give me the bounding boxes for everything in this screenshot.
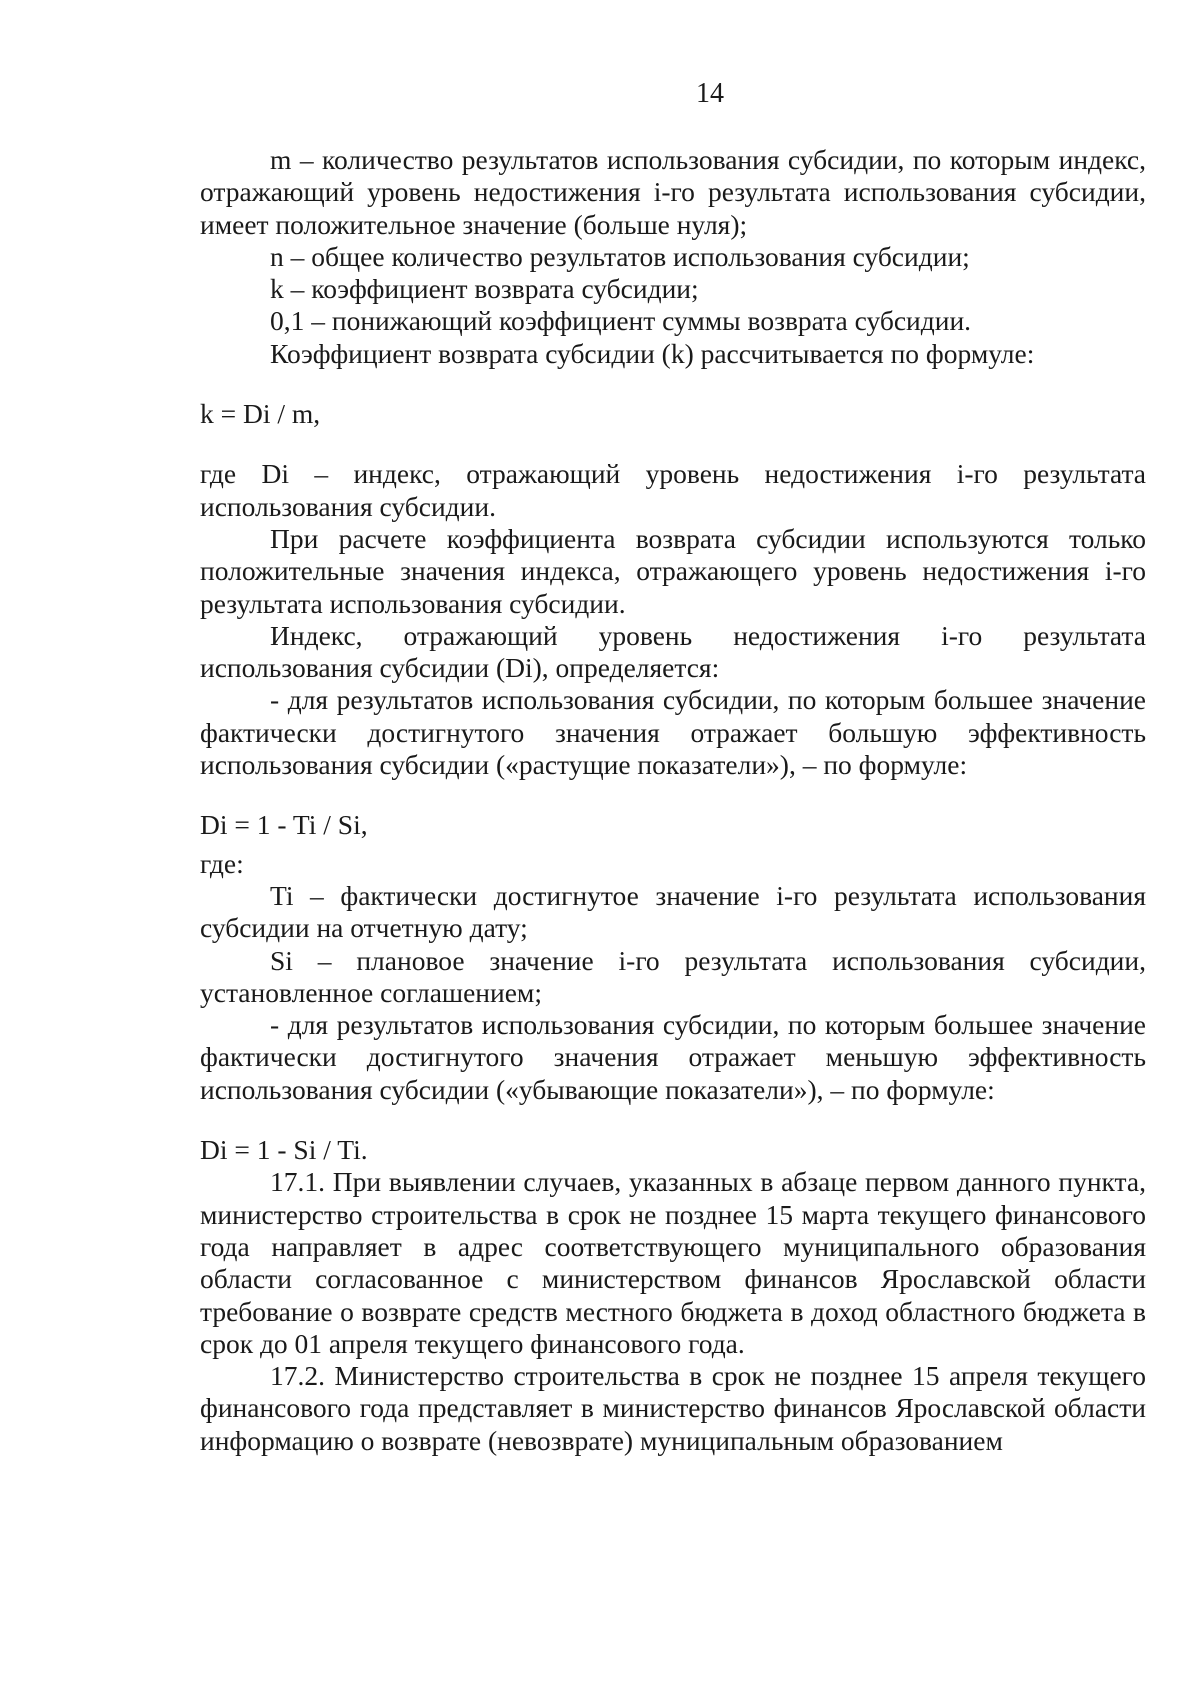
paragraph-growing-indicators: - для результатов использования субсидии, по которым большее значение фактически достигнутого значения отражает большую эффективность использования субсидии («растущие показатели»), – по формуле: [200,684,1146,781]
paragraph-reducing-coefficient: 0,1 – понижающий коэффициент суммы возврата субсидии. [270,305,972,337]
paragraph-ti-definition: Ti – фактически достигнутое значение i-го результата использования субсидии на отчетную дату; [200,879,1146,944]
paragraph-k-definition: k – коэффициент возврата субсидии; [270,273,699,305]
paragraph-di-definition: где Di – индекс, отражающий уровень недостижения i-го результата использования субсидии. [200,458,1146,522]
paragraph-17-1: 17.1. При выявлении случаев, указанных в абзаце первом данного пункта, министерство строительства в срок не позднее 15 марта текущего финансового года направляет в адрес соответствующего муниципального образования области согласованное с министерством финансов Ярославской области требование о возврате средств местного бюджета в доход областного бюджета в срок до 01 апреля текущего финансового года. [200,1166,1146,1359]
paragraph-where: где: [200,847,244,879]
formula-k: k = Di / m, [200,398,321,430]
paragraph-decreasing-indicators: - для результатов использования субсидии, по которым большее значение фактически достигнутого значения отражает меньшую эффективность использования субсидии («убывающие показатели»), – по формуле: [200,1009,1146,1105]
formula-di-decreasing: Di = 1 - Si / Ti. [200,1134,368,1166]
page-number: 14 [696,78,724,109]
formula-di-growing: Di = 1 - Ti / Si, [200,809,368,841]
paragraph-si-definition: Si – плановое значение i-го результата использования субсидии, установленное соглашением; [200,944,1146,1008]
paragraph-k-formula-intro: Коэффициент возврата субсидии (k) рассчитывается по формуле: [270,337,1035,369]
paragraph-di-determined: Индекс, отражающий уровень недостижения i-го результата использования субсидии (Di), определяется: [200,619,1146,684]
paragraph-m-definition: m – количество результатов использования субсидии, по которым индекс, отражающий уровень недостижения i-го результата использования субсидии, имеет положительное значение (больше нуля); [200,144,1146,240]
paragraph-n-definition: n – общее количество результатов использования субсидии; [270,240,970,272]
paragraph-17-2: 17.2. Министерство строительства в срок не позднее 15 апреля текущего финансового года представляет в министерство финансов Ярославской области информацию о возврате (невозврате) муниципальным образованием [200,1360,1146,1456]
body-text [200,144,1146,1457]
paragraph-positive-values: При расчете коэффициента возврата субсидии используются только положительные значения индекса, отражающего уровень недостижения i-го результата использования субсидии. [200,522,1146,619]
